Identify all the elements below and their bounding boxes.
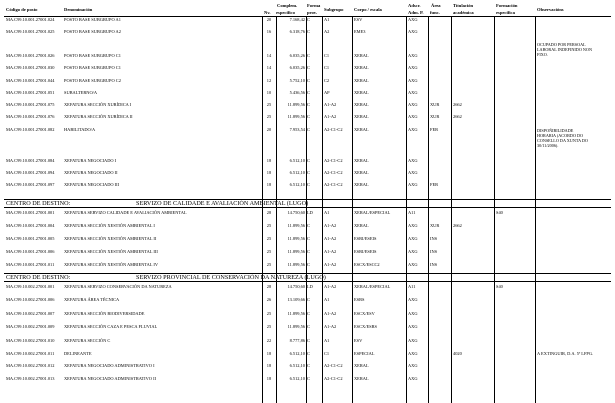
area-funcional: XUR <box>430 102 440 107</box>
complemento-especifico: 6.512,10 <box>289 351 305 356</box>
subgrupo: A2-C1-C2 <box>324 182 343 187</box>
forma-provision: C <box>307 324 310 329</box>
table-row <box>0 337 615 345</box>
posto-code: MA.C99.10.001.27001.082 <box>6 127 55 132</box>
posto-code: MA.C99.10.001.27001.097 <box>6 182 55 187</box>
header-adm: Adm. P. <box>408 10 424 15</box>
corpo-escala: EME3 <box>354 29 366 34</box>
posto-code: MA.C99.10.002.27001.007 <box>6 311 55 316</box>
denominacion: POSTO BASE SUBGRUPO C1 <box>64 65 121 70</box>
denominacion: POSTO BASE SUBGRUPO A1 <box>64 17 121 22</box>
corpo-escala: ESV <box>354 338 363 343</box>
posto-code: MA.C99.10.001.27001.006 <box>6 249 55 254</box>
corpo-escala: ESCX/ESV <box>354 311 375 316</box>
forma-provision: C <box>307 90 310 95</box>
adscripcion: AXG <box>408 297 418 302</box>
posto-code: MA.C99.10.002.27001.010 <box>6 338 55 343</box>
adscripcion: AXG <box>408 262 418 267</box>
area-funcional: XUR <box>430 114 440 119</box>
complemento-especifico: 6.512,10 <box>289 158 305 163</box>
header-especifico: específico <box>276 10 295 15</box>
denominacion: XEFATURA SECCIÓN XESTIÓN AMBIENTAL I <box>64 223 155 228</box>
header-func: func. <box>430 10 440 15</box>
subgrupo: C2 <box>324 78 330 83</box>
subgrupo: C1 <box>324 65 330 70</box>
corpo-escala: ESCX/ESCC2 <box>354 262 380 267</box>
header-codigo: Código de posto <box>6 7 38 12</box>
table-row <box>0 323 615 331</box>
complemento-especifico: 11.899,56 <box>287 223 305 228</box>
table-row <box>0 157 615 165</box>
subgrupo: A1 <box>324 17 330 22</box>
complemento-especifico: 6.512,10 <box>289 363 305 368</box>
table-row <box>0 350 615 358</box>
complemento-especifico: 6.035,26 <box>289 53 305 58</box>
subgrupo: A2-C1-C2 <box>324 363 343 368</box>
adscripcion: AXG <box>408 182 418 187</box>
titulacion: 2662 <box>453 223 462 228</box>
table-row <box>0 296 615 304</box>
nivel: 25 <box>266 262 272 267</box>
complemento-especifico: 11.899,56 <box>287 249 305 254</box>
denominacion: XEFATURA ÁREA TÉCNICA <box>64 297 120 302</box>
complemento-especifico: 11.899,56 <box>287 236 305 241</box>
denominacion: XEFATURA NEGOCIADO ADMINISTRATIVO I <box>64 363 155 368</box>
table-row <box>0 235 615 243</box>
forma-provision: C <box>307 338 310 343</box>
adscripcion: AXG <box>408 324 418 329</box>
nivel: 18 <box>266 158 272 163</box>
forma-provision: C <box>307 297 310 302</box>
subgrupo: A2 <box>324 29 330 34</box>
table-row <box>0 209 615 217</box>
forma-provision: C <box>307 311 310 316</box>
section-name: SERVIZO DE CALIDADE E AVALIACIÓN AMBIENTAL (LUGO) <box>136 200 309 207</box>
section-name: SERVIZO PROVINCIAL DE CONSERVACIÓN DA NATUREZA (LUGO) <box>136 274 326 281</box>
header-observacions: Observacións <box>537 7 564 12</box>
nivel: 25 <box>266 114 272 119</box>
table-row <box>0 248 615 256</box>
table-row <box>0 362 615 370</box>
forma-provision: C <box>307 17 310 22</box>
adscripcion: AXG <box>408 17 418 22</box>
denominacion: XEFATURA SECCIÓN BIODIVERSIDADE <box>64 311 145 316</box>
nivel: 25 <box>266 223 272 228</box>
nivel: 25 <box>266 236 272 241</box>
corpo-escala: XERAL/ESPECIAL <box>354 284 391 289</box>
table-row <box>0 89 615 97</box>
subgrupo: A1-A2 <box>324 324 337 329</box>
complemento-especifico: 13.109,66 <box>287 297 305 302</box>
observation-line: FIXO. <box>537 52 548 57</box>
adscripcion: AXG <box>408 65 418 70</box>
table-row <box>0 283 615 291</box>
posto-code: MA.C99.10.001.27001.044 <box>6 78 55 83</box>
subgrupo: A1 <box>324 338 330 343</box>
adscripcion: AXG <box>408 351 418 356</box>
posto-code: MA.C99.10.002.27001.012 <box>6 363 55 368</box>
forma-provision: C <box>307 249 310 254</box>
forma-provision: C <box>307 236 310 241</box>
forma-provision: C <box>307 78 310 83</box>
nivel: 12 <box>266 78 272 83</box>
nivel: 25 <box>266 311 272 316</box>
nivel: 14 <box>266 65 272 70</box>
formacion: S40 <box>496 210 503 215</box>
adscripcion: AXG <box>408 311 418 316</box>
adscripcion: AXG <box>408 338 418 343</box>
posto-code: MA.C99.10.001.27001.094 <box>6 170 55 175</box>
header-formespecifica: específica <box>496 10 515 15</box>
adscripcion: AXG <box>408 29 418 34</box>
posto-code: MA.C99.10.001.27001.001 <box>6 210 55 215</box>
nivel: 20 <box>266 127 272 132</box>
denominacion: HABILITADO/A <box>64 127 96 132</box>
forma-provision: C <box>307 182 310 187</box>
adscripcion: AXG <box>408 102 418 107</box>
subgrupo: A2-C1-C2 <box>324 127 343 132</box>
corpo-escala: XERAL <box>354 170 369 175</box>
complemento-especifico: 14.750,60 <box>287 210 305 215</box>
posto-code: MA.C99.10.002.27001.001 <box>6 284 55 289</box>
complemento-especifico: 11.899,56 <box>287 311 305 316</box>
forma-provision: C <box>307 170 310 175</box>
titulacion: 2662 <box>453 114 462 119</box>
denominacion: POSTO BASE SUBGRUPO C1 <box>64 53 121 58</box>
header-nv: Nv. <box>264 10 271 15</box>
observacions: A EXTINGUIR, D.A. 5ª LFPG. <box>537 351 594 356</box>
corpo-escala: XERAL <box>354 363 369 368</box>
nivel: 18 <box>266 351 272 356</box>
complemento-especifico: 6.318,76 <box>289 29 305 34</box>
subgrupo: A2-C1-C2 <box>324 376 343 381</box>
complemento-especifico: 6.512,10 <box>289 182 305 187</box>
forma-provision: C <box>307 127 310 132</box>
denominacion: XEFATURA SECCIÓN XURÍDICA I <box>64 102 132 107</box>
denominacion: POSTO BASE SUBGRUPO C2 <box>64 78 121 83</box>
section-label: CENTRO DE DESTINO: <box>6 274 71 281</box>
complemento-especifico: 8.777,86 <box>289 338 305 343</box>
header-titulacion: Titulación <box>453 3 474 8</box>
complemento-especifico: 5.436,56 <box>289 90 305 95</box>
posto-code: MA.C99.10.001.27001.084 <box>6 158 55 163</box>
denominacion: DELINEANTE <box>64 351 92 356</box>
denominacion: XEFATURA NEGOCIADO ADMINISTRATIVO II <box>64 376 156 381</box>
adscripcion: AXG <box>408 363 418 368</box>
posto-code: MA.C99.10.001.27001.076 <box>6 114 55 119</box>
adscripcion: AXG <box>408 114 418 119</box>
corpo-escala: XERAL <box>354 65 369 70</box>
corpo-escala: XERAL <box>354 223 369 228</box>
table-row <box>0 52 615 60</box>
area-funcional: XUR <box>430 223 440 228</box>
complemento-especifico: 7.168,42 <box>289 17 305 22</box>
complemento-especifico: 7.953,54 <box>289 127 305 132</box>
corpo-escala: XERAL <box>354 114 369 119</box>
corpo-escala: XERAL <box>354 53 369 58</box>
denominacion: XEFATURA SECCIÓN XESTIÓN AMBIENTAL III <box>64 249 158 254</box>
area-funcional: INS <box>430 249 438 254</box>
forma-provision: C <box>307 158 310 163</box>
subgrupo: A1-A2 <box>324 249 337 254</box>
corpo-escala: XERAL <box>354 376 369 381</box>
observation-line: CONSELLO DA XUNTA DO <box>537 138 588 143</box>
subgrupo: C1 <box>324 351 330 356</box>
posto-code: MA.C99.10.001.27001.025 <box>6 29 55 34</box>
subgrupo: AP <box>324 90 330 95</box>
titulacion: 2662 <box>453 102 462 107</box>
subgrupo: A2-C1-C2 <box>324 158 343 163</box>
adscripcion: AXG <box>408 127 418 132</box>
forma-provision: C <box>307 65 310 70</box>
table-row <box>0 126 615 134</box>
posto-code: MA.C99.10.002.27001.013 <box>6 376 55 381</box>
corpo-escala: ESPECIAL <box>354 351 375 356</box>
corpo-escala: ESRI/ESEIS <box>354 236 377 241</box>
complemento-especifico: 5.752,10 <box>289 78 305 83</box>
complemento-especifico: 11.899,56 <box>287 102 305 107</box>
denominacion: XEFATURA SECCIÓN XESTIÓN AMBIENTAL IV <box>64 262 159 267</box>
denominacion: XEFATURA SECCIÓN XURÍDICA II <box>64 114 133 119</box>
area-funcional: INS <box>430 236 438 241</box>
titulacion: 4020 <box>453 351 462 356</box>
nivel: 18 <box>266 170 272 175</box>
adscripcion: AXG <box>408 249 418 254</box>
posto-code: MA.C99.10.001.27001.026 <box>6 53 55 58</box>
table-row <box>0 113 615 121</box>
forma-provision: C <box>307 262 310 267</box>
nivel: 28 <box>266 284 272 289</box>
header-corpo: Corpo / escala <box>354 7 382 12</box>
observation-note <box>537 128 588 148</box>
adscripcion: AXG <box>408 223 418 228</box>
header-adscr: Adscr. <box>408 3 421 8</box>
adscripcion: AXG <box>408 90 418 95</box>
corpo-escala: ESRI/ESEIS <box>354 249 377 254</box>
nivel: 18 <box>266 376 272 381</box>
complemento-especifico: 6.512,10 <box>289 170 305 175</box>
denominacion: XEFATURA SERVIZO CALIDADE E AVALIACIÓN AMBIENTAL <box>64 210 187 215</box>
corpo-escala: ESV <box>354 17 363 22</box>
adscripcion: A11 <box>408 284 416 289</box>
denominacion: XEFATURA SERVIZO CONSERVACIÓN DA NATUREZA <box>64 284 172 289</box>
nivel: 20 <box>266 17 272 22</box>
corpo-escala: XERAL <box>354 127 369 132</box>
area-funcional: FER <box>430 182 439 187</box>
posto-code: MA.C99.10.001.27001.005 <box>6 236 55 241</box>
forma-provision: C <box>307 29 310 34</box>
complemento-especifico: 6.512,10 <box>289 376 305 381</box>
nivel: 10 <box>266 90 272 95</box>
nivel: 14 <box>266 53 272 58</box>
posto-code: MA.C99.10.002.27001.009 <box>6 324 55 329</box>
subgrupo: A1-A2 <box>324 223 337 228</box>
forma-provision: C <box>307 351 310 356</box>
denominacion: SUBALTERNO/A <box>64 90 98 95</box>
nivel: 16 <box>266 29 272 34</box>
table-row <box>0 375 615 383</box>
table-row <box>0 169 615 177</box>
forma-provision: C <box>307 102 310 107</box>
table-row <box>0 101 615 109</box>
subgrupo: A2-C1-C2 <box>324 170 343 175</box>
complemento-especifico: 6.035,26 <box>289 65 305 70</box>
forma-provision: LD <box>307 284 313 289</box>
denominacion: XEFATURA SECCIÓN XESTIÓN AMBIENTAL II <box>64 236 157 241</box>
header-area: Área <box>431 3 441 8</box>
posto-code: MA.C99.10.001.27001.051 <box>6 90 55 95</box>
denominacion: XEFATURA SECCIÓN CAZA E PESCA FLUVIAL <box>64 324 158 329</box>
table-row <box>0 310 615 318</box>
adscripcion: AXG <box>408 78 418 83</box>
forma-provision: C <box>307 53 310 58</box>
adscripcion: AXG <box>408 53 418 58</box>
corpo-escala: XERAL <box>354 102 369 107</box>
area-funcional: INS <box>430 262 438 267</box>
denominacion: POSTO BASE SUBGRUPO A2 <box>64 29 121 34</box>
complemento-especifico: 11.899,56 <box>287 114 305 119</box>
header-complem: Complem. <box>277 3 298 8</box>
corpo-escala: XERAL <box>354 78 369 83</box>
nivel: 26 <box>266 297 272 302</box>
corpo-escala: XERAL <box>354 158 369 163</box>
denominacion: XEFATURA NEGOCIADO III <box>64 182 120 187</box>
forma-provision: C <box>307 363 310 368</box>
section-label: CENTRO DE DESTINO: <box>6 200 71 207</box>
subgrupo: C1 <box>324 53 330 58</box>
header-formacion: Formación <box>496 3 518 8</box>
adscripcion: AXG <box>408 170 418 175</box>
denominacion: XEFATURA NEGOCIADO I <box>64 158 117 163</box>
subgrupo: A1-A2 <box>324 311 337 316</box>
table-row <box>0 222 615 230</box>
posto-code: MA.C99.10.002.27001.006 <box>6 297 55 302</box>
nivel: 18 <box>266 363 272 368</box>
corpo-escala: XERAL <box>354 182 369 187</box>
posto-code: MA.C99.10.001.27001.030 <box>6 65 55 70</box>
adscripcion: AXG <box>408 236 418 241</box>
subgrupo: A1-A2 <box>324 102 337 107</box>
header-prov: prov. <box>307 10 317 15</box>
adscripcion: AXG <box>408 158 418 163</box>
complemento-especifico: 14.750,60 <box>287 284 305 289</box>
observation-line: DISPOÑIBILIDADE <box>537 128 574 133</box>
corpo-escala: XERAL <box>354 90 369 95</box>
subgrupo: A1 <box>324 297 330 302</box>
posto-code: MA.C99.10.001.27001.075 <box>6 102 55 107</box>
forma-provision: C <box>307 376 310 381</box>
table-row <box>0 181 615 189</box>
subgrupo: A1-A2 <box>324 114 337 119</box>
nivel: 25 <box>266 102 272 107</box>
denominacion: XEFATURA SECCIÓN C <box>64 338 111 343</box>
adscripcion: AXG <box>408 376 418 381</box>
subgrupo: A1 <box>324 210 330 215</box>
forma-provision: C <box>307 114 310 119</box>
observation-line: OCUPADO POR PERSOAL <box>537 42 586 47</box>
observation-line: LABORAL INDEFINIDO NON <box>537 47 592 52</box>
formacion: S40 <box>496 284 503 289</box>
subgrupo: A1-A2 <box>324 236 337 241</box>
nivel: 28 <box>266 210 272 215</box>
area-funcional: FER <box>430 127 439 132</box>
posto-code: MA.C99.10.001.27001.004 <box>6 223 55 228</box>
header-subgrupo: Subgrupo <box>324 7 344 12</box>
complemento-especifico: 11.899,56 <box>287 324 305 329</box>
forma-provision: C <box>307 223 310 228</box>
observation-line: HORARIA (ACORDO DO <box>537 133 584 138</box>
posto-code: MA.C99.10.001.27001.011 <box>6 262 55 267</box>
forma-provision: LD <box>307 210 313 215</box>
nivel: 18 <box>266 182 272 187</box>
corpo-escala: XERAL/ESPECIAL <box>354 210 391 215</box>
header-academica: académica <box>453 10 474 15</box>
observation-note <box>537 42 592 57</box>
corpo-escala: ESRS <box>354 297 365 302</box>
complemento-especifico: 11.899,56 <box>287 262 305 267</box>
nivel: 25 <box>266 249 272 254</box>
table-row <box>0 28 615 36</box>
table-row <box>0 16 615 24</box>
header-denominacion: Denominación <box>64 7 93 12</box>
header-forma: Forma <box>307 3 321 8</box>
table-row <box>0 77 615 85</box>
nivel: 25 <box>266 324 272 329</box>
subgrupo: A1-A2 <box>324 262 337 267</box>
adscripcion: A11 <box>408 210 416 215</box>
subgrupo: A1-A2 <box>324 284 337 289</box>
table-row <box>0 261 615 269</box>
corpo-escala: ESCX/ESRS <box>354 324 377 329</box>
table-row <box>0 64 615 72</box>
nivel: 22 <box>266 338 272 343</box>
observation-line: 30/11/2006). <box>537 143 559 148</box>
posto-code: MA.C99.10.002.27001.011 <box>6 351 55 356</box>
posto-code: MA.C99.10.001.27001.024 <box>6 17 55 22</box>
denominacion: XEFATURA NEGOCIADO II <box>64 170 118 175</box>
